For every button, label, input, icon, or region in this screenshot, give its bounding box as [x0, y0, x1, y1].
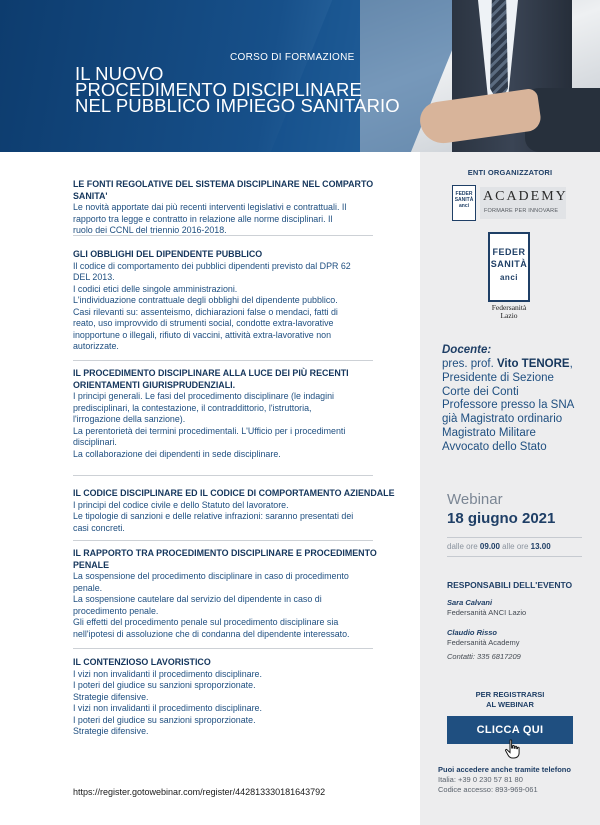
time-to-label: alle ore — [499, 542, 531, 551]
section-line: L'individuazione contrattuale degli obblighi del dipendente pubblico. — [73, 295, 338, 305]
course-kicker: CORSO DI FORMAZIONE — [230, 52, 355, 63]
phone-number: Italia: +39 0 230 57 81 80 — [438, 775, 523, 784]
section-divider — [73, 235, 373, 236]
section-title: GLI OBBLIGHI DEL DIPENDENTE PUBBLICO — [73, 249, 263, 259]
section-line: Strategie difensive. — [73, 691, 149, 702]
docente-suffix: , — [569, 358, 573, 370]
responsabile-name: Sara Calvani — [447, 598, 493, 607]
section-line: ruolo dei CCNL del triennio 2016-2018. — [73, 225, 227, 235]
section-line: La sospensione del procedimento disciplinare in caso di procedimento — [73, 571, 349, 581]
docente-role: Magistrato Militare — [442, 426, 536, 439]
section-line: Strategie difensive. — [73, 726, 149, 736]
course-title-line: NEL PUBBLICO IMPIEGO SANITARIO — [75, 95, 400, 116]
academy-wordmark — [480, 187, 566, 219]
pointer-hand-icon — [504, 739, 522, 759]
docente-name-line — [442, 358, 600, 372]
section-title: IL PROCEDIMENTO DISCIPLINARE ALLA LUCE DEI PIÙ RECENTI — [73, 368, 349, 378]
section-title: IL RAPPORTO TRA PROCEDIMENTO DISCIPLINARE E PROCEDIMENTO — [73, 548, 377, 558]
course-title-line: PROCEDIMENTO DISCIPLINARE — [75, 79, 362, 100]
section-line: I principi del codice civile e dello Statuto del lavoratore. — [73, 499, 289, 510]
section-line: I vizi non invalidanti il procedimento disciplinare. — [73, 703, 262, 713]
section-line: autorizzate. — [73, 341, 119, 351]
register-label — [420, 690, 600, 709]
section-line: La sospensione cautelare dal servizio del dipendente in caso di — [73, 594, 322, 604]
program-section — [73, 179, 398, 237]
federsanita-lazio-logo — [488, 232, 530, 318]
section-title: ORIENTAMENTI GIURISPRUDENZIALI. — [73, 379, 236, 390]
course-title — [75, 63, 400, 116]
section-line: reato, uso improvvido di strumenti social, condotte extra-lavorative — [73, 318, 334, 328]
section-title: PENALE — [73, 559, 109, 570]
responsabile-item — [447, 598, 526, 618]
section-line: La collaborazione dei dipendenti in sede disciplinare. — [73, 448, 281, 459]
webinar-time — [447, 542, 551, 551]
section-line: l'irrogazione della sanzione). — [73, 414, 186, 424]
academy-mark-text: FEDER — [455, 191, 473, 197]
section-line: I poteri del giudice su sanzioni sproporzionate. — [73, 680, 256, 690]
register-label-line: AL WEBINAR — [486, 699, 534, 709]
section-divider — [73, 475, 373, 476]
sidebar-divider — [447, 556, 582, 557]
section-divider — [73, 648, 373, 649]
docente-role: Avvocato dello Stato — [442, 440, 547, 453]
section-title: IL CODICE DISCIPLINARE ED IL CODICE DI COMPORTAMENTO AZIENDALE — [73, 488, 395, 498]
academy-mark-text: SANITÀ — [454, 197, 474, 203]
section-line: Le tipologie di sanzioni e delle relative infrazioni: saranno presentati dei — [73, 511, 354, 521]
section-line: Casi rilevanti su: assenteismo, dichiarazioni false o mendaci, fatti di — [73, 306, 338, 317]
academy-tagline: FORMARE PER INNOVARE — [484, 208, 559, 214]
clicca-qui-button[interactable]: CLICCA QUI — [447, 716, 573, 744]
program-section — [73, 657, 262, 738]
docente-role: già Magistrato ordinario — [442, 413, 563, 426]
section-line: La perentorietà dei termini procedimentali. L'Ufficio per i procedimenti — [73, 425, 346, 436]
section-title: LE FONTI REGOLATIVE DEL SISTEMA DISCIPLINARE NEL COMPARTO SANITA' — [73, 179, 374, 201]
webinar-label: Webinar — [447, 491, 503, 508]
phone-access-title: Puoi accedere anche tramite telefono — [438, 765, 571, 774]
docente-label: Docente: — [442, 344, 492, 356]
section-line: nell'ipotesi di assoluzione che di condanna del dipendente interessato. — [73, 628, 350, 639]
time-to: 13.00 — [530, 542, 551, 551]
section-line: rapporto tra legge e contratto in relazione alle norme disciplinari. Il — [73, 213, 333, 224]
program-section — [73, 368, 349, 460]
section-divider — [73, 540, 373, 541]
program-section — [73, 548, 377, 640]
docente-info — [442, 358, 600, 455]
section-line: DEL 2013. — [73, 272, 115, 282]
section-line: casi concreti. — [73, 522, 125, 533]
responsabile-contact: Contatti: 335 6817209 — [447, 652, 521, 661]
section-divider — [73, 360, 373, 361]
docente-prefix: pres. prof. — [442, 358, 497, 370]
responsabile-name: Claudio Risso — [447, 628, 498, 637]
federsanita-academy-logo — [452, 185, 566, 221]
section-line: penale. — [73, 582, 103, 593]
section-line: I principi generali. Le fasi del procedimento disciplinare (le indagini — [73, 391, 334, 401]
section-line: I codici etici delle singole amministrazioni. — [73, 283, 238, 294]
section-line: Il codice di comportamento dei pubblici dipendenti previsto dal DPR 62 — [73, 260, 351, 271]
section-line: Gli effetti del procedimento penale sul procedimento disciplinare sia — [73, 617, 339, 627]
federsanita-mark-text: anci — [499, 273, 518, 282]
docente-role: Corte dei Conti — [442, 385, 519, 398]
section-line: inopportune o illegali, rifiuto di vaccini, attività extra-lavorative non — [73, 329, 332, 340]
time-from: 09.00 — [479, 542, 500, 551]
section-line: I vizi non invalidanti il procedimento disciplinare. — [73, 668, 262, 679]
docente-role: Professore presso la SNA — [442, 399, 575, 412]
section-line: Le novità apportate dai più recenti interventi legislativi e contrattuali. Il — [73, 202, 347, 212]
federsanita-mark-text: SANITÀ — [490, 259, 528, 269]
course-title-line: IL NUOVO — [75, 63, 164, 84]
docente-role: Presidente di Sezione — [442, 371, 554, 384]
sidebar-divider — [447, 537, 582, 538]
time-from-label: dalle ore — [447, 542, 480, 551]
academy-mark-text: anci — [458, 203, 469, 209]
registration-url-link[interactable]: https://register.gotowebinar.com/register/442813330181643792 — [73, 787, 326, 797]
program-section — [73, 249, 351, 353]
academy-word: ACADEMY — [483, 189, 568, 204]
program-section — [73, 488, 395, 534]
header-tie — [490, 0, 508, 104]
docente-name: Vito TENORE — [496, 358, 570, 370]
responsabile-org: Federsanità ANCI Lazio — [447, 608, 527, 617]
responsabile-org: Federsanità Academy — [447, 638, 520, 647]
section-line: disciplinari. — [73, 437, 117, 447]
federsanita-caption — [480, 304, 538, 320]
section-line: procedimento penale. — [73, 605, 159, 616]
responsabile-item — [447, 628, 521, 662]
sidebar — [420, 152, 600, 825]
webinar-date: 18 giugno 2021 — [447, 510, 556, 527]
organizers-heading: ENTI ORGANIZZATORI — [467, 168, 553, 177]
section-title: IL CONTENZIOSO LAVORISTICO — [73, 657, 211, 667]
section-line: I poteri del giudice su sanzioni sproporzionate. — [73, 714, 256, 725]
register-label-line: PER REGISTRARSI — [475, 690, 545, 699]
federsanita-mark-icon — [488, 232, 530, 302]
caption-line: Lazio — [500, 311, 518, 320]
federsanita-mark-text: FEDER — [492, 247, 526, 257]
phone-access-code: Codice accesso: 893-969-061 — [438, 785, 538, 794]
caption-line: Federsanità — [491, 303, 527, 312]
header-banner — [0, 0, 600, 152]
responsabili-heading: RESPONSABILI DELL'EVENTO — [447, 580, 573, 590]
section-line: predisciplinari, la contestazione, il contraddittorio, l'istruttoria, — [73, 402, 312, 413]
academy-mark-icon — [452, 185, 476, 221]
